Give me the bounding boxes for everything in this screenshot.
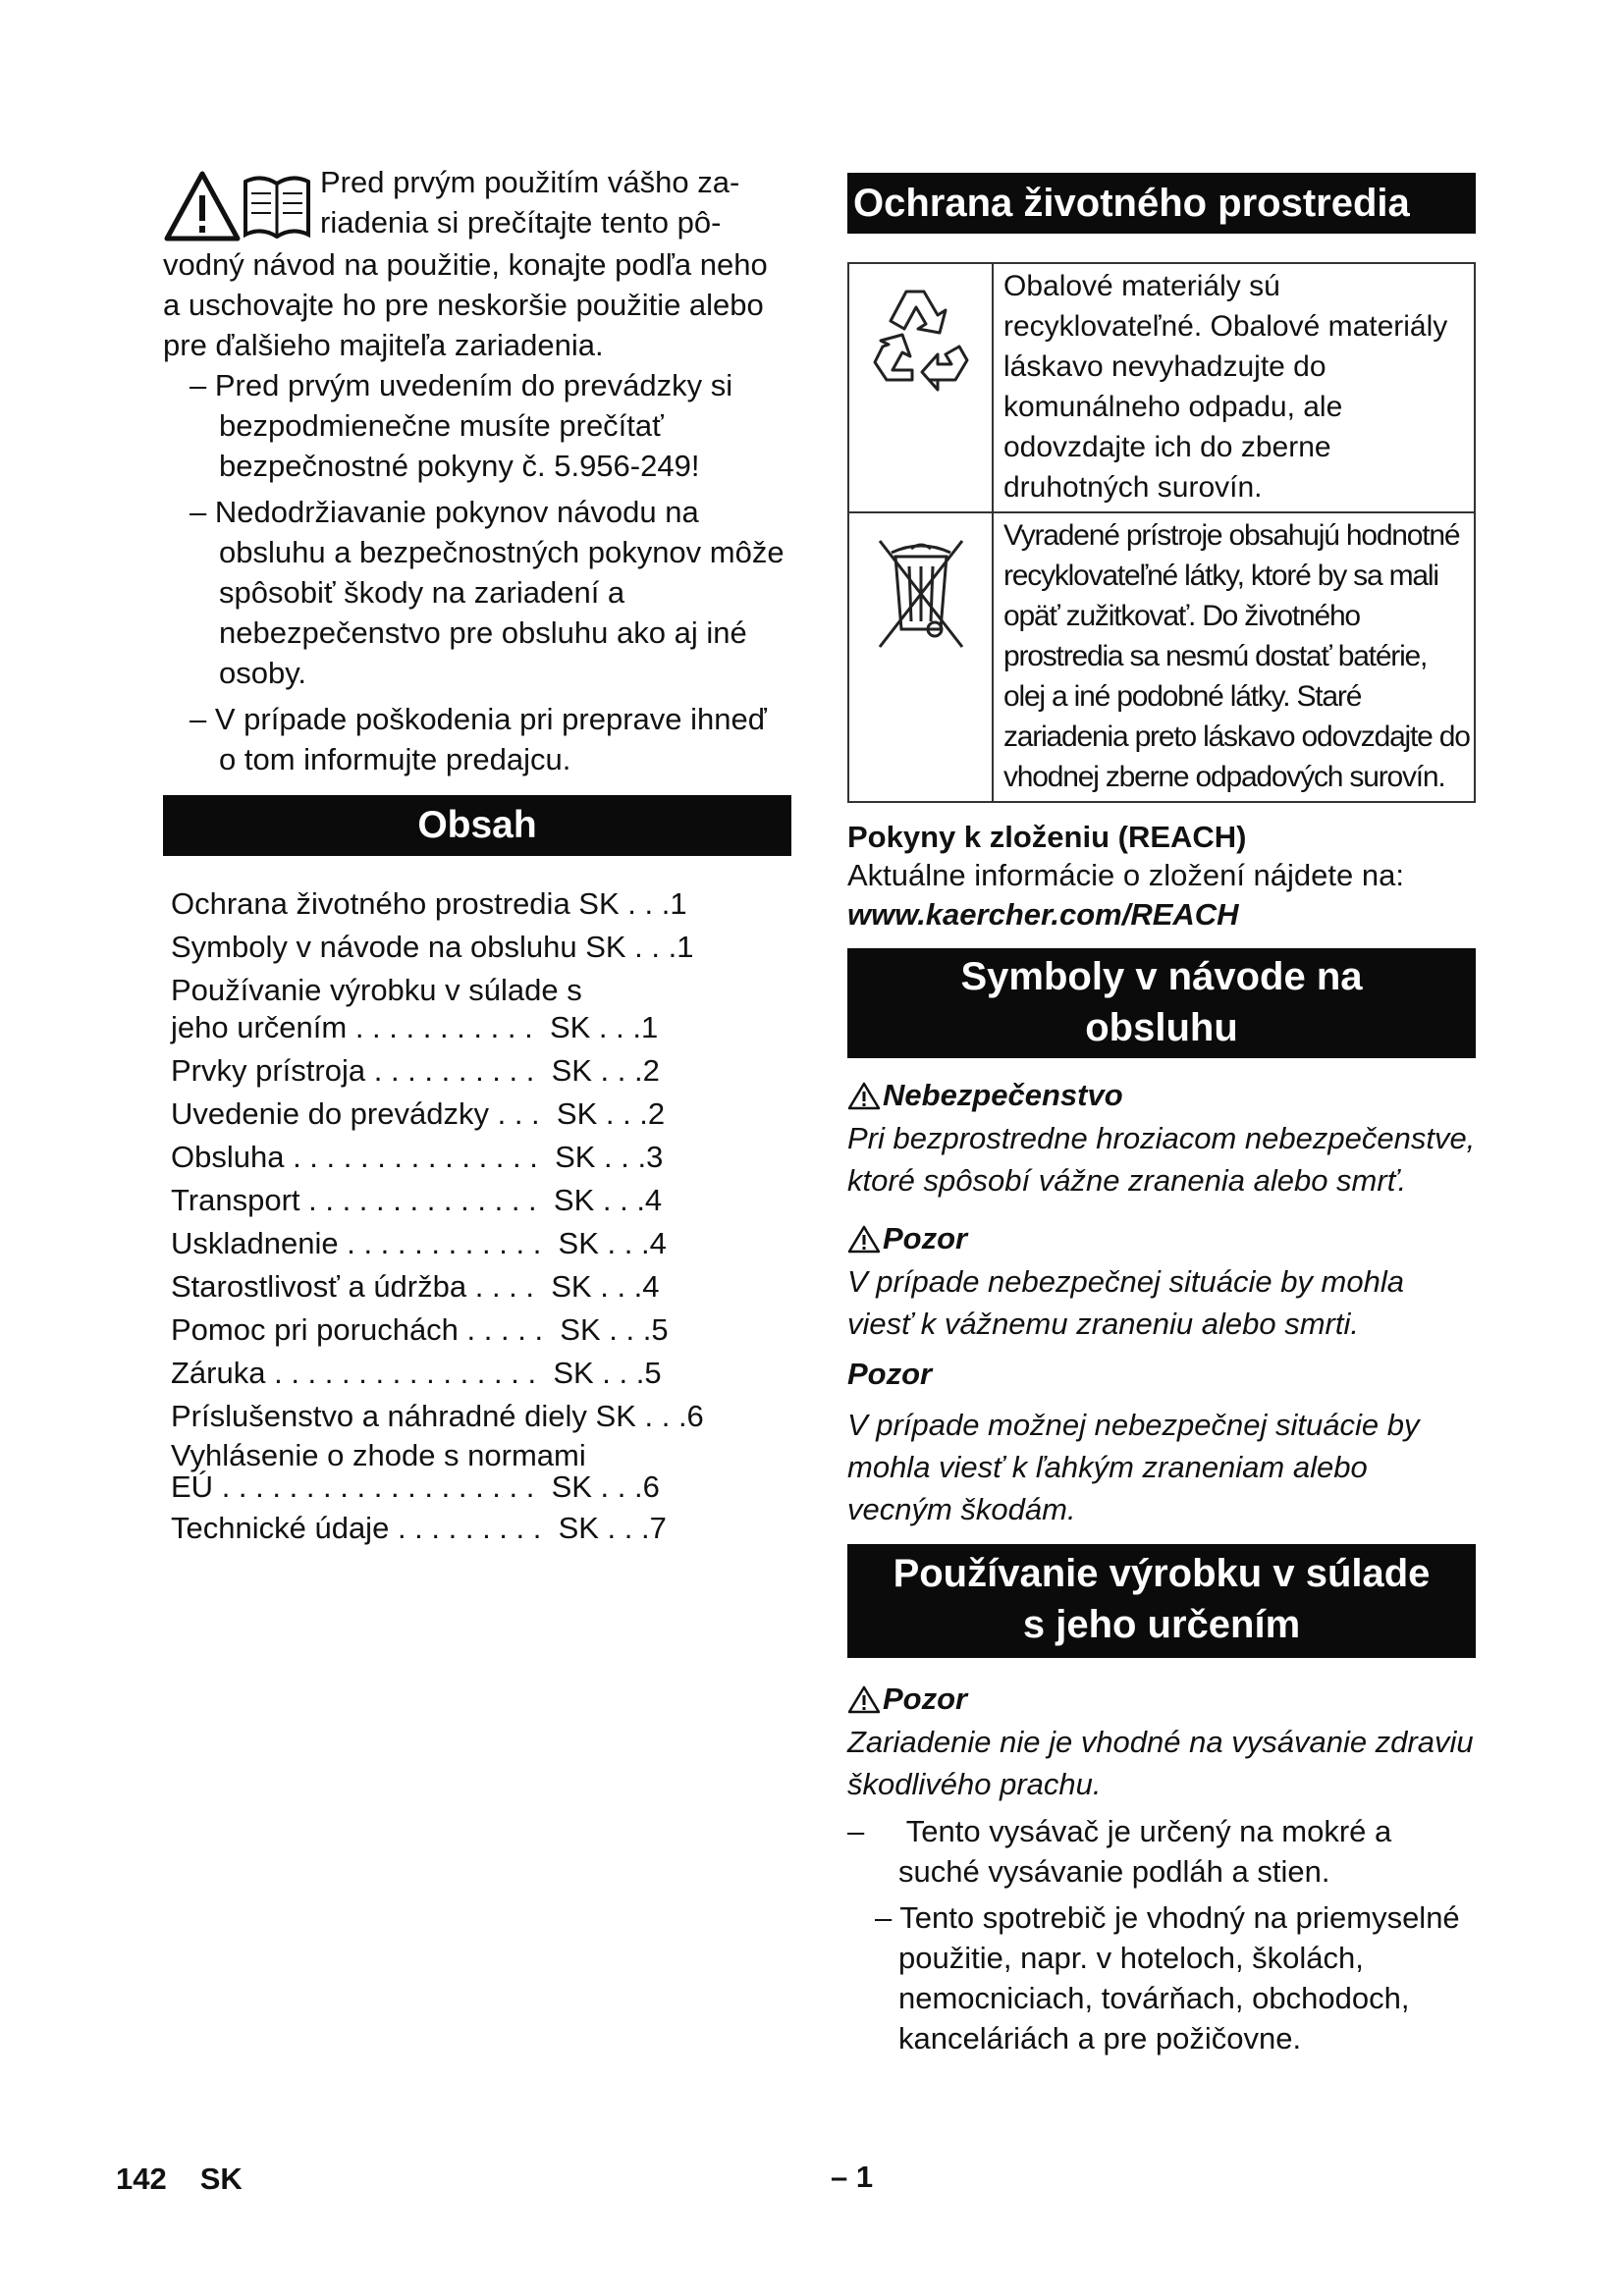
intro-line-2: riadenia si prečítajte tento pô-	[320, 205, 722, 240]
intro-bullet: – Pred prvým uvedením do prevádzky si bezpodmienečne musíte prečítať bezpečnostné pokyny č. 5.956-249!	[189, 368, 733, 483]
toc-item[interactable]: Transport . . . . . . . . . . . . . . SK . . .4	[171, 1183, 663, 1217]
reach-link[interactable]: www.kaercher.com/REACH	[847, 897, 1239, 932]
caution-text: V prípade možnej nebezpečnej situácie by mohla viesť k ľahkým zraneniam alebo vecným škodám.	[847, 1408, 1420, 1526]
symbols-heading	[847, 948, 1476, 1058]
warning-text: V prípade nebezpečnej situácie by mohla viesť k vážnemu zraneniu alebo smrti.	[847, 1264, 1404, 1341]
symbols-heading-text: Symboly v návode na obsluhu	[960, 955, 1363, 1049]
warning-and-manual-icon	[163, 164, 310, 244]
toc-item[interactable]: Technické údaje . . . . . . . . . SK . . .7	[171, 1511, 667, 1545]
warning-triangle-icon	[847, 1684, 881, 1714]
danger-heading: Nebezpečenstvo	[847, 1076, 1476, 1115]
toc-item[interactable]: Záruka . . . . . . . . . . . . . . . . SK . . .5	[171, 1356, 662, 1390]
usage-warning-heading: Pozor	[847, 1680, 1476, 1719]
env-disposal-text: Vyradené prístroje obsahujú hodnotné recyklovateľné látky, ktoré by sa mali opäť zužitkovať. Do životného prostredia sa nesmú dostať batérie, olej a iné podobné látky. Staré zariadenia preto láskavo odovzdajte do vhodnej zberne odpadových surovín.	[993, 512, 1475, 802]
usage-heading	[847, 1544, 1476, 1658]
intro-line-1: Pred prvým použitím vášho za-	[320, 165, 740, 199]
danger-text: Pri bezprostredne hroziacom nebezpečenstve, ktoré spôsobí vážne zranenia alebo smrť.	[847, 1121, 1476, 1198]
recycle-icon-cell	[848, 263, 993, 512]
left-column	[163, 162, 791, 1553]
language-code: SK	[199, 2162, 243, 2196]
usage-heading-line-1: Používanie výrobku v súlade	[893, 1552, 1431, 1595]
intro-bullet: – Nedodržiavanie pokynov návodu na obsluhu a bezpečnostných pokynov môže spôsobiť škody na zariadení a nebezpečenstvo pre obsluhu ako aj iné osoby.	[189, 495, 785, 690]
toc-item[interactable]: Starostlivosť a údržba . . . . SK . . .4	[171, 1269, 660, 1304]
intro-section	[163, 162, 791, 365]
section-page-number: – 1	[831, 2160, 874, 2194]
toc-item[interactable]: Symboly v návode na obsluhu SK . . .1	[171, 930, 694, 964]
toc-item[interactable]: Používanie výrobku v súlade s jeho určením . . . . . . . . . . . SK . . .1	[171, 973, 659, 1044]
warning-triangle-icon	[847, 1081, 881, 1110]
env-packaging-text: Obalové materiály sú recyklovateľné. Obalové materiály láskavo nevyhadzujte do komunálneho odpadu, ale odovzdajte ich do zberne druhotných surovín.	[993, 263, 1475, 512]
usage-item: – Tento spotrebič je vhodný na priemyselné použitie, napr. v hoteloch, školách, nemocniciach, továrňach, obchodoch, kanceláriách a pre požičovne.	[875, 1900, 1460, 2056]
caution-heading: Pozor	[847, 1357, 933, 1391]
crossed-bin-icon	[872, 527, 970, 655]
env-heading: Ochrana životného prostredia	[847, 173, 1476, 234]
reach-heading: Pokyny k zloženiu (REACH)	[847, 820, 1247, 854]
toc-item[interactable]: Uvedenie do prevádzky . . . SK . . .2	[171, 1096, 666, 1131]
toc-item[interactable]: Vyhlásenie o zhode s normami EÚ . . . . . . . . . . . . . . . . . . . SK . . .6	[171, 1438, 660, 1504]
recycle-icon	[867, 278, 975, 396]
footer-page-info	[116, 2162, 243, 2197]
intro-bullet: – V prípade poškodenia pri preprave ihneď o tom informujte predajcu.	[189, 702, 767, 776]
toc-item[interactable]: Pomoc pri poruchách . . . . . SK . . .5	[171, 1312, 669, 1347]
usage-item: – Tento vysávač je určený na mokré a suché vysávanie podláh a stien.	[847, 1814, 1392, 1889]
toc-item[interactable]: Uskladnenie . . . . . . . . . . . . SK . . .4	[171, 1226, 667, 1260]
right-column	[847, 173, 1476, 2058]
page-number: 142	[116, 2162, 167, 2196]
toc-heading: Obsah	[163, 795, 791, 856]
toc-item[interactable]: Prvky prístroja . . . . . . . . . . SK . . .2	[171, 1053, 660, 1088]
toc-item[interactable]: Ochrana životného prostredia SK . . .1	[171, 886, 687, 921]
usage-warning-text: Zariadenie nie je vhodné na vysávanie zdraviu škodlivého prachu.	[847, 1725, 1474, 1801]
toc-item[interactable]: Obsluha . . . . . . . . . . . . . . . SK . . .3	[171, 1140, 664, 1174]
usage-heading-line-2: s jeho určením	[1022, 1603, 1301, 1646]
warning-heading: Pozor	[847, 1219, 1476, 1258]
bin-icon-cell	[848, 512, 993, 802]
table-of-contents	[163, 885, 791, 1547]
toc-item[interactable]: Príslušenstvo a náhradné diely SK . . .6	[171, 1399, 704, 1433]
environment-table	[847, 262, 1476, 803]
intro-text: vodný návod na použitie, konajte podľa neho a uschovajte ho pre neskoršie použitie alebo pre ďalšieho majiteľa zariadenia.	[163, 247, 768, 362]
reach-text: Aktuálne informácie o zložení nájdete na:	[847, 858, 1404, 892]
warning-triangle-icon	[847, 1224, 881, 1254]
